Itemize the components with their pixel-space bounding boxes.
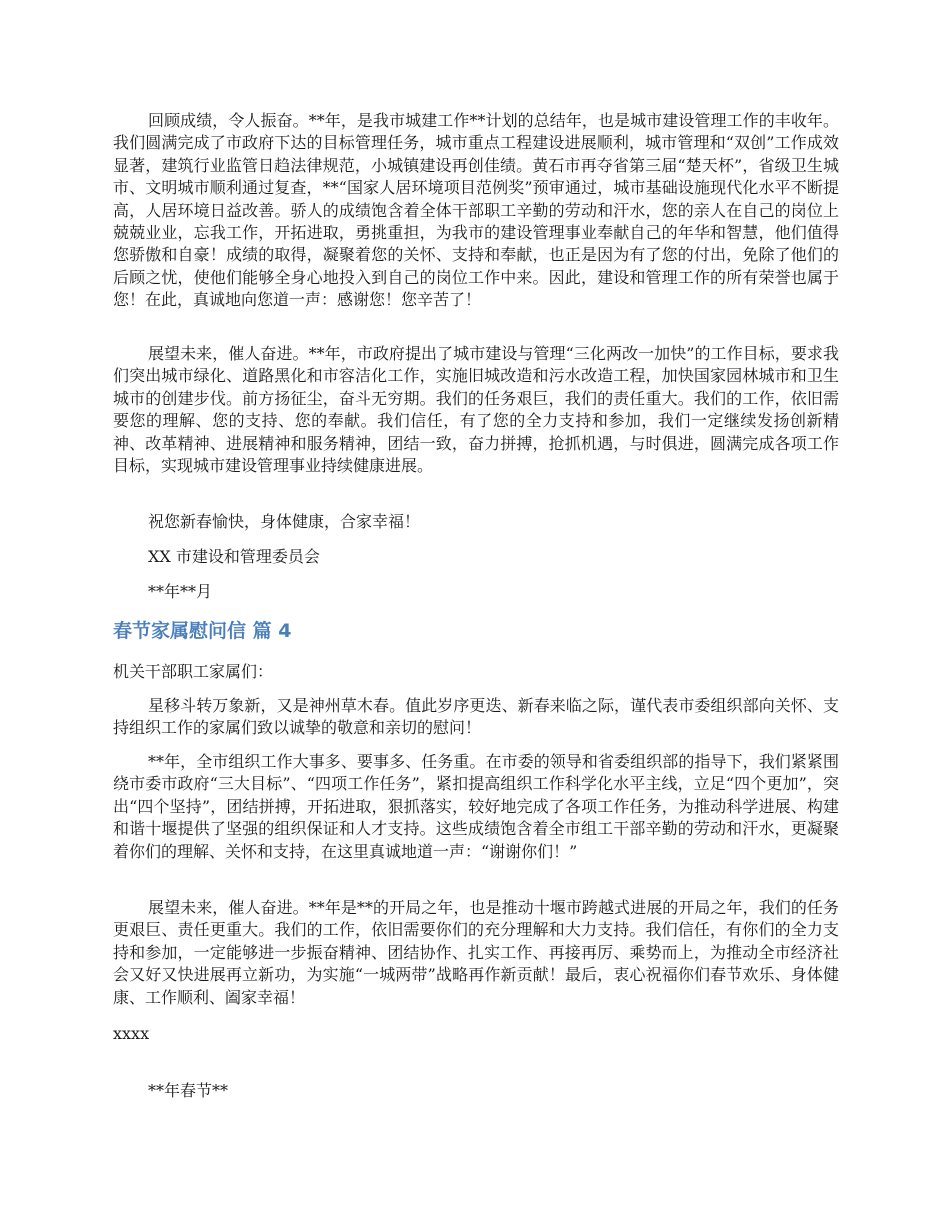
paragraph-review: **年，全市组织工作大事多、要事多、任务重。在市委的领导和省委组织部的指导下，我们紧紧围绕市委市政府“三大目标”、“四项工作任务”，紧扣提高组织工作科学化水平主线，立足“四个更加”，突出“四个坚持”，团结拼搏，开拓进取，狠抓落实，较好地完成了各项工作任务，为推动科学进展、构建和谐十堰提供了坚强的组织保证和人才支持。这些成绩饱含着全市组工干部辛勤的劳动和汗水，更凝聚着你们的理解、关怀和支持，在这里真诚地道一声：“谢谢你们！” — [113, 752, 839, 861]
date-line: **年**月 — [148, 582, 213, 601]
signature-committee: XX 市建设和管理委员会 — [148, 547, 320, 566]
sender-name: xxxx — [113, 1024, 150, 1043]
closing-date: **年春节** — [148, 1081, 229, 1100]
section-heading: 春节家属慰问信 篇 4 — [113, 620, 292, 642]
closing-wish: 祝您新春愉快，身体健康，合家幸福！ — [148, 512, 421, 531]
paragraph-achievements: 回顾成绩，令人振奋。**年，是我市城建工作**计划的总结年，也是城市建设管理工作的丰收年。我们圆满完成了市政府下达的目标管理任务，城市重点工程建设进展顺利，城市管理和“双创”工作成效显著，建筑行业监管日趋法律规范，小城镇建设再创佳绩。黄石市再夺省第三届“楚天杯”，省级卫生城市、文明城市顺利通过复查，**“国家人居环境项目范例奖”预审通过，城市基础设施现代化水平不断提高，人居环境日益改善。骄人的成绩饱含着全体干部职工辛勤的劳动和汗水，您的亲人在自己的岗位上兢兢业业，忘我工作，开拓进取，勇挑重担，为我市的建设管理事业奉献自己的年华和智慧，他们值得您骄傲和自豪！成绩的取得，凝聚着您的关怀、支持和奉献，也正是因为有了您的付出，免除了他们的后顾之忧，使他们能够全身心地投入到自己的岗位工作中来。因此，建设和管理工作的所有荣誉也属于您！在此，真诚地向您道一声：感谢您！您辛苦了！ — [113, 111, 839, 310]
paragraph-outlook: 展望未来，催人奋进。**年，市政府提出了城市建设与管理“三化两改一加快”的工作目标，要求我们突出城市绿化、道路黑化和市容洁化工作，实施旧城改造和污水改造工程，加快国家园林城市和卫生城市的创建步伐。前方扬征尘，奋斗无穷期。我们的任务艰巨，我们的责任重大。我们的工作，依旧需要您的理解、您的支持、您的奉献。我们信任，有了您的全力支持和参加，我们一定继续发扬创新精神、改革精神、进展精神和服务精神，团结一致，奋力拼搏，抢抓机遇，与时俱进，圆满完成各项工作目标，实现城市建设管理事业持续健康进展。 — [113, 344, 839, 476]
salutation: 机关干部职工家属们： — [113, 662, 274, 681]
paragraph-greeting: 星移斗转万象新，又是神州草木春。值此岁序更迭、新春来临之际，谨代表市委组织部向关怀、支持组织工作的家属们致以诚挚的敬意和亲切的慰问！ — [113, 696, 839, 738]
paragraph-future: 展望未来，催人奋进。**年是**的开局之年，也是推动十堰市跨越式进展的开局之年，我们的任务更艰巨、责任更重大。我们的工作，依旧需要你们的充分理解和大力支持。我们信任，有你们的全力支持和参加，一定能够进一步振奋精神、团结协作、扎实工作、再接再厉、乘势而上，为推动全市经济社会又好又快进展再立新功，为实施“一城两带”战略再作新贡献！最后，衷心祝福你们春节欢乐、身体健康、工作顺利、阖家幸福！ — [113, 898, 839, 1007]
